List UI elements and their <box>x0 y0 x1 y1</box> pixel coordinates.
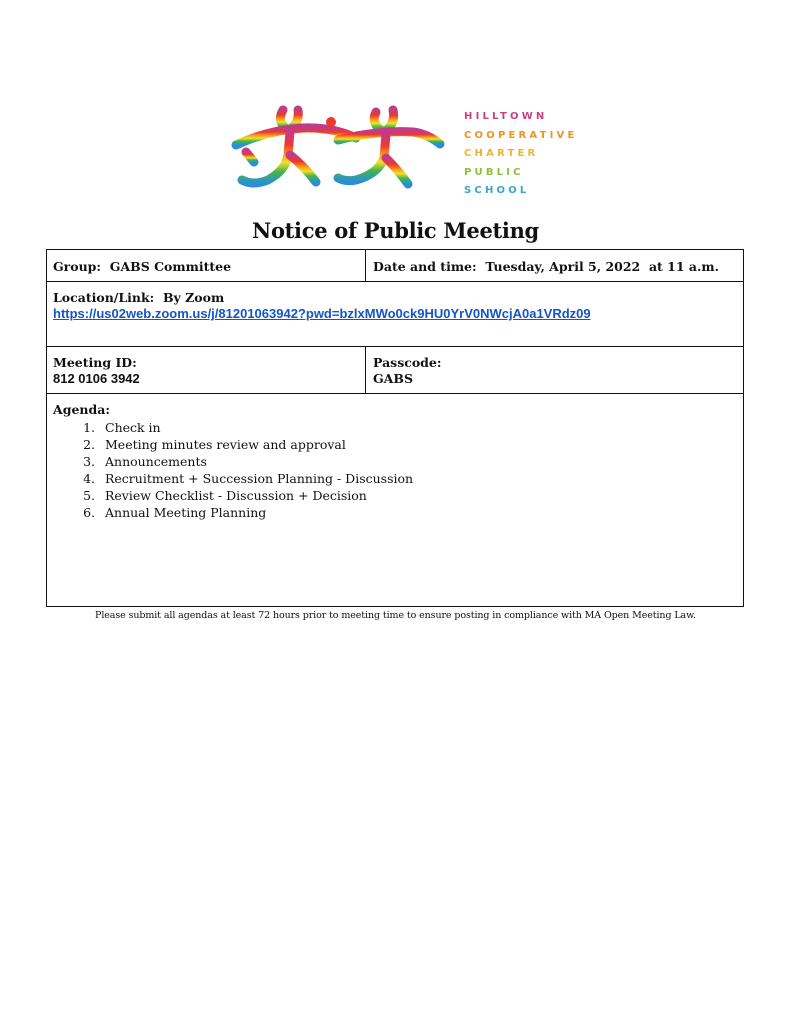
logo-line: SCHOOL <box>464 185 530 196</box>
meeting-id-label: Meeting ID: <box>53 355 137 370</box>
location-value: By Zoom <box>162 290 225 305</box>
agenda-item: 6. Annual Meeting Planning <box>99 504 733 521</box>
school-name-wordmark <box>464 108 578 201</box>
passcode-value: GABS <box>373 371 413 386</box>
agenda-item: 2. Meeting minutes review and approval <box>99 436 733 453</box>
agenda-item: 5. Review Checklist - Discussion + Decision <box>99 487 733 504</box>
group-value: GABS Committee <box>109 259 232 274</box>
datetime-label: Date and time: <box>373 259 477 274</box>
datetime-cell <box>373 259 719 274</box>
agenda-item: 1. Check in <box>99 419 733 436</box>
divider <box>47 393 743 394</box>
meeting-notice-form <box>46 249 744 607</box>
logo-line: COOPERATIVE <box>464 129 578 141</box>
passcode-label: Passcode: <box>373 355 442 370</box>
agenda-item: 4. Recruitment + Succession Planning - Discussion <box>99 470 733 487</box>
agenda-item: 3. Announcements <box>99 453 733 470</box>
location-cell <box>53 290 591 321</box>
page-title: Notice of Public Meeting <box>252 218 539 243</box>
logo-line: PUBLIC <box>464 166 524 178</box>
agenda-cell <box>53 402 733 521</box>
footer-note: Please submit all agendas at least 72 hours prior to meeting time to ensure posting in compliance with MA Open Meeting Law. <box>95 610 696 621</box>
divider <box>365 346 366 393</box>
divider <box>47 346 743 347</box>
location-label: Location/Link: <box>53 290 155 305</box>
agenda-list <box>53 419 733 521</box>
group-cell <box>53 259 231 274</box>
divider <box>365 250 366 281</box>
meeting-id-cell <box>53 355 140 386</box>
zoom-link[interactable]: https://us02web.zoom.us/j/81201063942?pwd=bzlxMWo0ck9HU0YrV0NWcjA0a1VRdz09 <box>53 306 591 321</box>
logo-line: CHARTER <box>464 148 539 159</box>
datetime-value: Tuesday, April 5, 2022 at 11 a.m. <box>485 259 719 274</box>
passcode-cell <box>373 355 442 386</box>
logo-line: HILLTOWN <box>464 111 548 122</box>
divider <box>47 281 743 282</box>
meeting-id-value: 812 0106 3942 <box>53 371 140 386</box>
agenda-label: Agenda: <box>53 402 110 417</box>
group-label: Group: <box>53 259 102 274</box>
